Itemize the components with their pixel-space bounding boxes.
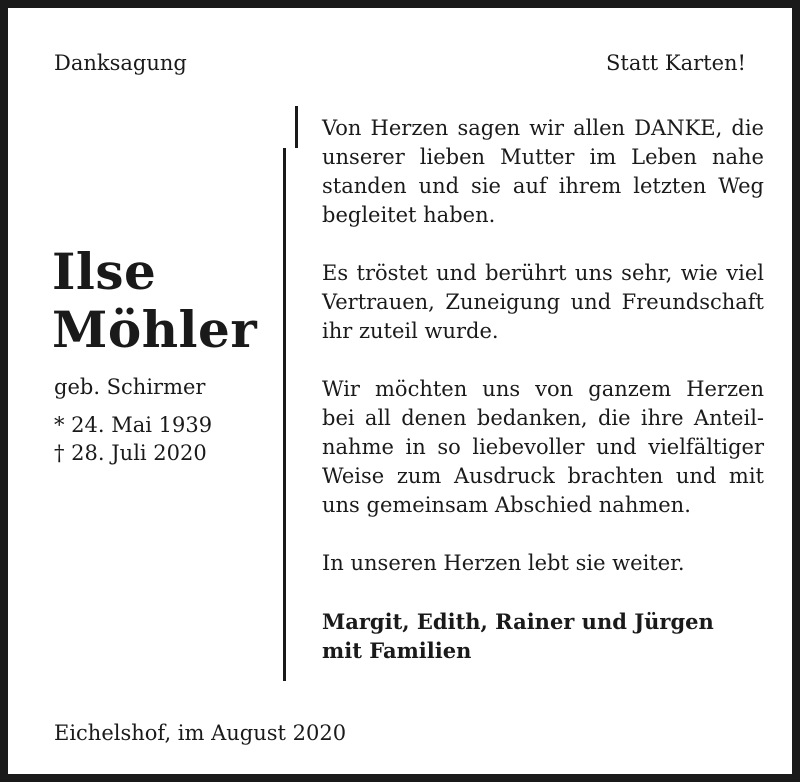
text-line: Von Herzen sagen wir allen DANKE, die bbox=[322, 116, 764, 140]
paragraph-2 bbox=[322, 259, 764, 346]
header-statt-karten: Statt Karten! bbox=[606, 51, 746, 75]
text-line: In unseren Herzen lebt sie weiter. bbox=[322, 551, 685, 575]
deceased-first-name: Ilse bbox=[52, 242, 157, 301]
signature-line: mit Familien bbox=[322, 638, 472, 663]
text-line: standen und sie auf ihrem letzten Weg bbox=[322, 174, 764, 198]
birth-date: * 24. Mai 1939 bbox=[54, 413, 213, 437]
text-line: Weise zum Ausdruck brachten und mit bbox=[322, 464, 764, 488]
thank-you-text bbox=[322, 114, 764, 665]
text-line: begleitet haben. bbox=[322, 203, 496, 227]
text-line: bei all denen bedanken, die ihre Anteil- bbox=[322, 406, 764, 430]
paragraph-3 bbox=[322, 375, 764, 520]
text-line: unserer lieben Mutter im Leben nahe bbox=[322, 145, 764, 169]
paragraph-1 bbox=[322, 114, 764, 230]
text-line: Vertrauen, Zuneigung und Freundschaft bbox=[322, 290, 764, 314]
deceased-birth-name: geb. Schirmer bbox=[54, 375, 206, 399]
deceased-last-name: Möhler bbox=[52, 300, 258, 359]
text-line: Wir möchten uns von ganzem Herzen bbox=[322, 377, 764, 401]
text-line: uns gemeinsam Abschied nahmen. bbox=[322, 493, 691, 517]
divider-line-upper bbox=[295, 106, 298, 148]
text-line: Es tröstet und berührt uns sehr, wie viel bbox=[322, 261, 764, 285]
signature bbox=[322, 607, 764, 665]
death-date: † 28. Juli 2020 bbox=[54, 441, 207, 465]
paragraph-4 bbox=[322, 549, 764, 578]
text-line: ihr zuteil wurde. bbox=[322, 319, 499, 343]
divider-line bbox=[283, 148, 286, 681]
signature-line: Margit, Edith, Rainer und Jürgen bbox=[322, 609, 714, 634]
place-and-date: Eichelshof, im August 2020 bbox=[54, 721, 347, 745]
header-danksagung: Danksagung bbox=[54, 51, 187, 75]
text-line: nahme in so liebevoller und vielfältiger bbox=[322, 435, 764, 459]
